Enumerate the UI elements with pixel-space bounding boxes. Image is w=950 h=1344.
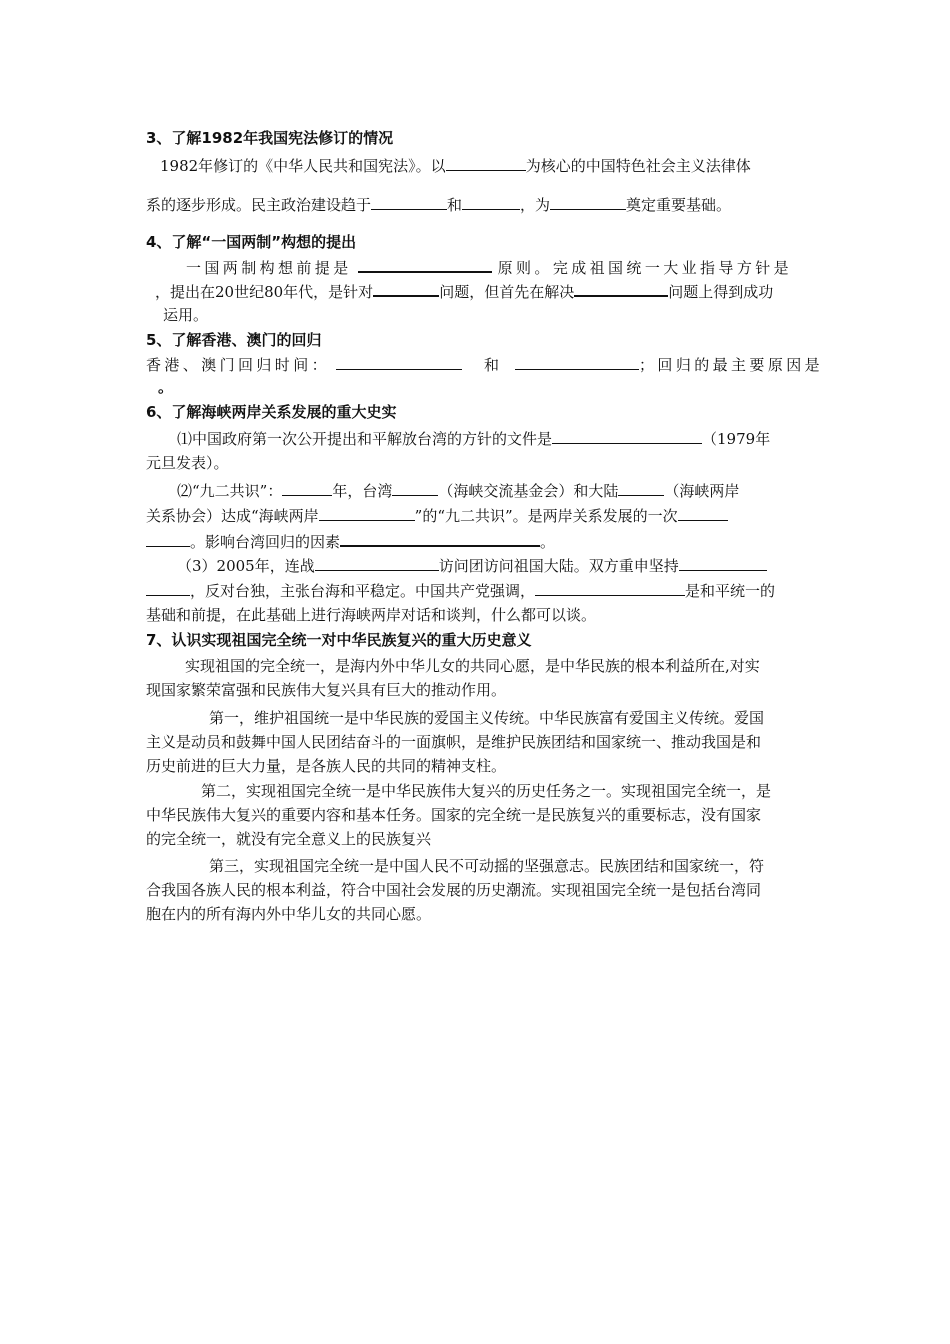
section-7-point-3-line-1: 第三，实现祖国完全统一是中国人民不可动摇的坚强意志。民族团结和国家统一，符 (209, 857, 765, 875)
text: 一国两制构想前提是 (186, 259, 352, 277)
section-7-point-2-line-1: 第二，实现祖国完全统一是中华民族伟大复兴的历史任务之一。实现祖国完全统一，是 (201, 782, 772, 800)
answer-blank[interactable] (515, 354, 639, 370)
text: 是和平统一的 (685, 582, 776, 600)
section-7-intro-line-1: 实现祖国的完全统一，是海内外中华儿女的共同心愿，是中华民族的根本利益所在,对实 (185, 657, 760, 675)
section-7-point-1-line-2: 主义是动员和鼓舞中国人民团结奋斗的一面旗帜，是维护民族团结和国家统一、推动我国是和 (146, 733, 762, 751)
section-7-point-3-line-3: 胞在内的所有海内外中华儿女的共同心愿。 (146, 905, 432, 923)
answer-blank[interactable] (678, 505, 728, 521)
text: 1982年修订的《中华人民共和国宪法》。以 (160, 157, 446, 175)
answer-blank[interactable] (535, 580, 685, 596)
text: （1979年 (702, 430, 771, 448)
text: 系的逐步形成。民主政治建设趋于 (146, 196, 372, 214)
text: 年，台湾 (332, 482, 393, 500)
text: 关系协会）达成“海峡两岸 (146, 507, 319, 525)
section-6-para-1-cont: 元旦发表）。 (146, 454, 229, 472)
answer-blank[interactable] (315, 555, 439, 571)
text: 问题上得到成功 (668, 283, 774, 301)
text: 访问团访问祖国大陆。双方重申坚持 (438, 557, 679, 575)
text: 。完成祖国统一大业指导方针是 (534, 259, 793, 277)
text: ，反对台独，主张台海和平稳定。中国共产党强调， (190, 582, 536, 600)
text: （海峡交流基金会）和大陆 (438, 482, 619, 500)
section-4-heading: 4、了解“一国两制”构想的提出 (146, 233, 357, 251)
answer-blank[interactable] (392, 480, 438, 496)
answer-blank[interactable] (446, 155, 526, 171)
text: ；回归的最主要原因是 (639, 356, 824, 374)
section-4-line-1 (186, 256, 792, 278)
answer-blank[interactable] (373, 280, 439, 297)
answer-blank[interactable] (336, 354, 462, 370)
section-6-para-2 (177, 480, 739, 501)
text: ⑴中国政府第一次公开提出和平解放台湾的方针的文件是 (177, 430, 553, 448)
section-6-para-3-cont (146, 580, 775, 601)
section-7-intro-line-2: 现国家繁荣富强和民族伟大复兴具有巨大的推动作用。 (146, 681, 507, 699)
answer-blank[interactable] (550, 194, 626, 210)
answer-blank[interactable] (552, 428, 702, 444)
section-7-point-2-line-2: 中华民族伟大复兴的重要内容和基本任务。国家的完全统一是民族复兴的重要标志，没有国家 (146, 806, 762, 824)
section-3-line-1 (160, 155, 751, 176)
section-5-line-2: 。 (158, 378, 174, 396)
text: （海峡两岸 (664, 482, 740, 500)
answer-blank[interactable] (371, 194, 447, 210)
answer-blank[interactable] (146, 580, 190, 596)
answer-blank[interactable] (282, 480, 332, 496)
text: 。影响台湾回归的因素 (190, 533, 341, 551)
section-3-heading: 3、了解1982年我国宪法修订的情况 (146, 129, 394, 147)
section-6-para-2-cont-2 (146, 530, 555, 552)
section-6-para-3 (177, 555, 767, 576)
text: 问题，但首先在解决 (439, 283, 575, 301)
text: 。 (540, 533, 556, 551)
answer-blank[interactable] (618, 480, 664, 496)
answer-blank[interactable] (319, 505, 415, 521)
text: 和 (484, 356, 500, 374)
text: ⑵“九二共识”： (177, 482, 283, 500)
section-3-line-2 (146, 194, 731, 215)
section-6-heading: 6、了解海峡两岸关系发展的重大史实 (146, 403, 397, 421)
text: 原则 (497, 259, 535, 277)
text: 香港、澳门回归时间： (146, 356, 331, 374)
text: （3）2005年，连战 (177, 557, 315, 575)
text: ，为 (520, 196, 551, 214)
text: 和 (447, 196, 463, 214)
text: ，提出在20世纪80年代，是针对 (155, 283, 374, 301)
section-6-para-1 (177, 428, 770, 449)
section-4-line-2 (155, 280, 773, 302)
section-6-para-3-cont-2: 基础和前提，在此基础上进行海峡两岸对话和谈判，什么都可以谈。 (146, 606, 597, 624)
answer-blank[interactable] (679, 555, 767, 571)
answer-blank[interactable] (574, 280, 668, 297)
answer-blank[interactable] (340, 530, 540, 547)
section-7-point-1-line-1: 第一，维护祖国统一是中华民族的爱国主义传统。中华民族富有爱国主义传统。爱国 (209, 709, 765, 727)
text: 为核心的中国特色社会主义法律体 (525, 157, 751, 175)
section-7-point-1-line-3: 历史前进的巨大力量，是各族人民的共同的精神支柱。 (146, 757, 507, 775)
answer-blank[interactable] (462, 194, 520, 210)
section-4-line-3: 运用。 (163, 306, 209, 324)
section-5-line-1 (146, 354, 823, 375)
section-5-heading: 5、了解香港、澳门的回归 (146, 331, 322, 349)
answer-blank[interactable] (358, 256, 492, 273)
section-7-point-2-line-3: 的完全统一，就没有完全意义上的民族复兴 (146, 830, 432, 848)
text: 奠定重要基础。 (626, 196, 732, 214)
answer-blank[interactable] (146, 531, 190, 547)
text: ”的“九二共识”。是两岸关系发展的一次 (414, 507, 678, 525)
section-6-para-2-cont (146, 505, 728, 526)
section-7-heading: 7、认识实现祖国完全统一对中华民族复兴的重大历史意义 (146, 631, 532, 649)
section-7-point-3-line-2: 合我国各族人民的根本利益，符合中国社会发展的历史潮流。实现祖国完全统一是包括台湾同 (146, 881, 762, 899)
